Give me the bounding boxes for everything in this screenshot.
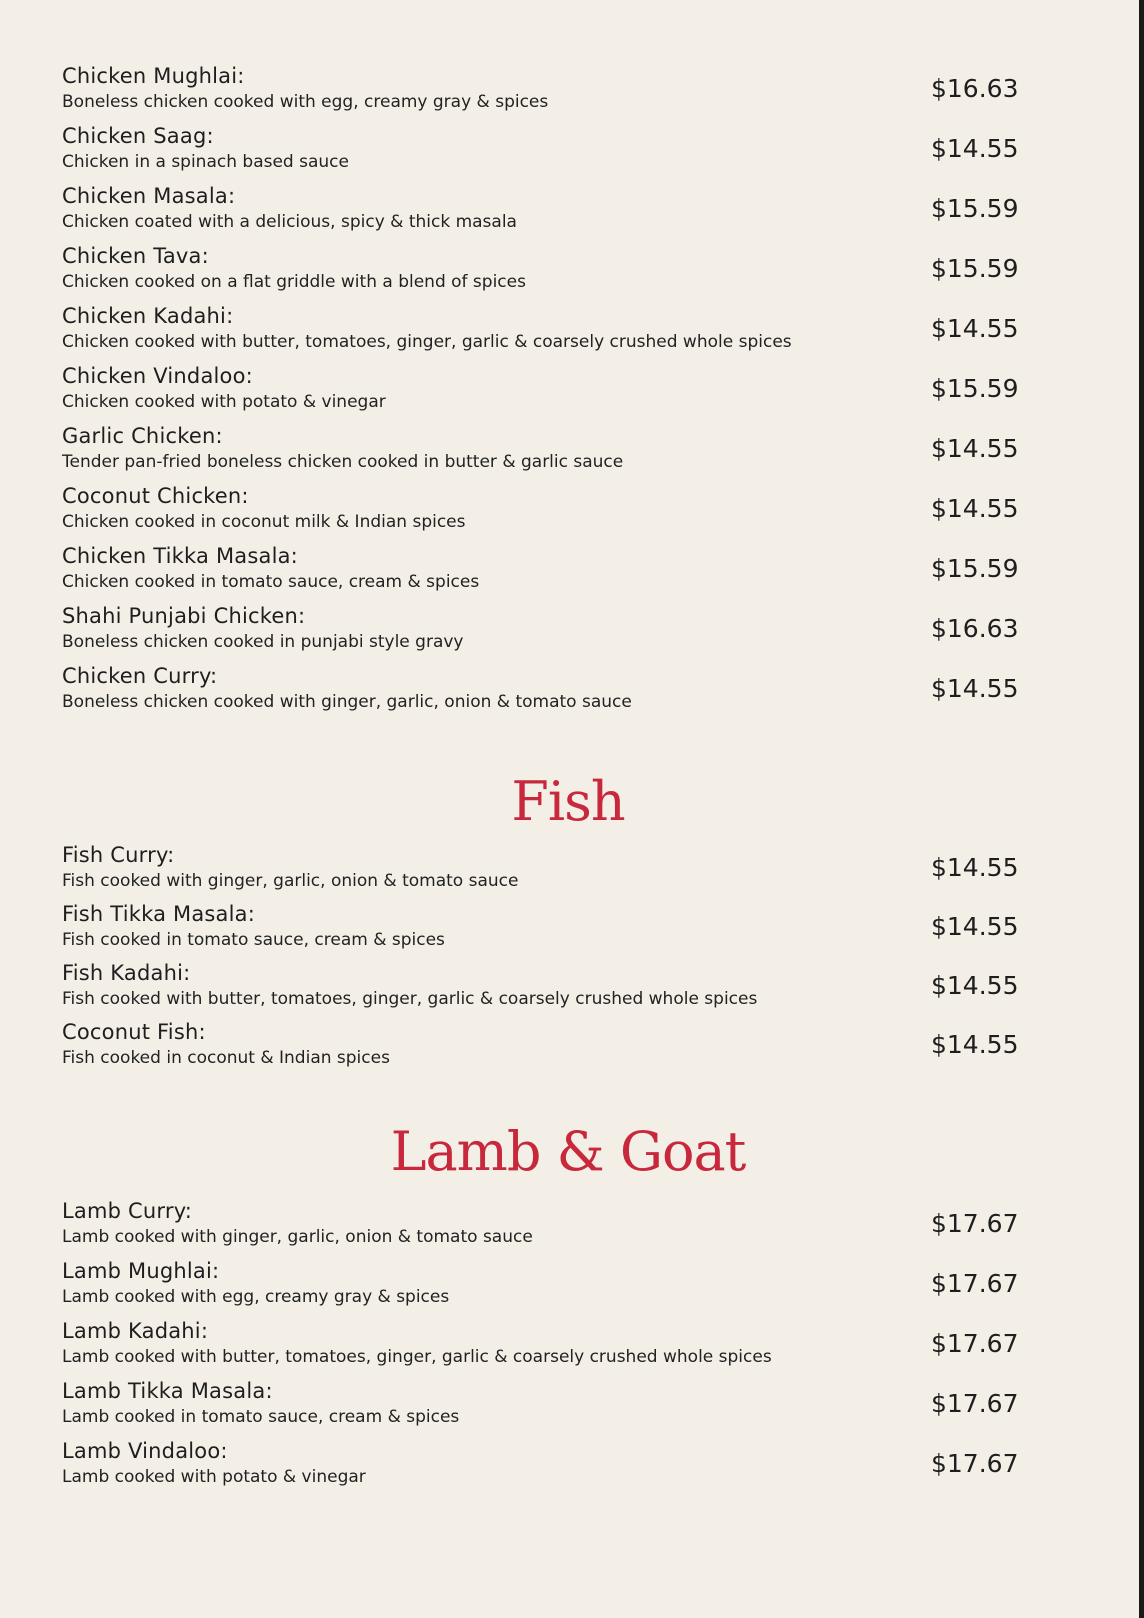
item-name: Chicken Vindaloo: [62, 364, 253, 388]
item-description: Chicken cooked with butter, tomatoes, ginger, garlic & coarsely crushed whole spices [62, 332, 792, 352]
item-price: $17.67 [931, 1269, 1019, 1298]
menu-item [0, 64, 1100, 124]
section-heading-lamb-goat: Lamb & Goat [390, 1120, 746, 1183]
menu-item [0, 244, 1100, 304]
item-price: $14.55 [931, 912, 1019, 941]
window-edge [1139, 0, 1144, 1618]
item-description: Chicken cooked in tomato sauce, cream & spices [62, 572, 480, 592]
item-name: Fish Curry: [62, 843, 175, 867]
item-description: Chicken in a spinach based sauce [62, 152, 349, 172]
item-price: $14.55 [931, 853, 1019, 882]
menu-item [0, 484, 1100, 544]
item-price: $14.55 [931, 674, 1019, 703]
item-description: Tender pan-fried boneless chicken cooked in butter & garlic sauce [62, 452, 624, 472]
item-description: Chicken coated with a delicious, spicy & thick masala [62, 212, 517, 232]
item-name: Coconut Chicken: [62, 484, 249, 508]
item-description: Fish cooked in tomato sauce, cream & spices [62, 930, 445, 950]
item-price: $14.55 [931, 434, 1019, 463]
item-description: Lamb cooked with egg, creamy gray & spices [62, 1287, 450, 1307]
item-name: Chicken Curry: [62, 664, 218, 688]
item-name: Lamb Curry: [62, 1199, 193, 1223]
item-name: Garlic Chicken: [62, 424, 223, 448]
item-description: Boneless chicken cooked in punjabi style gravy [62, 632, 464, 652]
menu-item [0, 304, 1100, 364]
item-price: $16.63 [931, 614, 1019, 643]
item-price: $17.67 [931, 1449, 1019, 1478]
section-chicken [0, 64, 1100, 724]
menu-item [0, 544, 1100, 604]
item-description: Lamb cooked with ginger, garlic, onion & tomato sauce [62, 1227, 533, 1247]
menu-item [0, 902, 1100, 961]
menu-item [0, 364, 1100, 424]
item-name: Lamb Mughlai: [62, 1259, 220, 1283]
item-description: Fish cooked in coconut & Indian spices [62, 1048, 390, 1068]
item-price: $15.59 [931, 554, 1019, 583]
section-fish [0, 843, 1100, 1079]
item-name: Chicken Tava: [62, 244, 209, 268]
item-name: Chicken Saag: [62, 124, 214, 148]
item-description: Chicken cooked on a flat griddle with a blend of spices [62, 272, 526, 292]
item-price: $15.59 [931, 254, 1019, 283]
item-price: $17.67 [931, 1389, 1019, 1418]
item-price: $14.55 [931, 314, 1019, 343]
section-lamb-goat [0, 1199, 1100, 1499]
item-price: $14.55 [931, 1030, 1019, 1059]
item-description: Lamb cooked with butter, tomatoes, ginger, garlic & coarsely crushed whole spices [62, 1347, 772, 1367]
item-price: $14.55 [931, 134, 1019, 163]
item-name: Lamb Kadahi: [62, 1319, 209, 1343]
item-price: $15.59 [931, 194, 1019, 223]
menu-item [0, 961, 1100, 1020]
item-price: $17.67 [931, 1209, 1019, 1238]
item-name: Chicken Kadahi: [62, 304, 234, 328]
item-name: Chicken Masala: [62, 184, 236, 208]
menu-item [0, 1020, 1100, 1079]
item-name: Coconut Fish: [62, 1020, 206, 1044]
item-description: Fish cooked with ginger, garlic, onion & tomato sauce [62, 871, 519, 891]
item-description: Chicken cooked in coconut milk & Indian spices [62, 512, 466, 532]
item-description: Boneless chicken cooked with egg, creamy gray & spices [62, 92, 549, 112]
item-name: Chicken Mughlai: [62, 64, 245, 88]
item-price: $14.55 [931, 971, 1019, 1000]
menu-item [0, 1319, 1100, 1379]
menu-item [0, 1199, 1100, 1259]
menu-item [0, 424, 1100, 484]
menu-item [0, 604, 1100, 664]
menu-item [0, 1439, 1100, 1499]
item-name: Chicken Tikka Masala: [62, 544, 298, 568]
menu-item [0, 843, 1100, 902]
menu-item [0, 124, 1100, 184]
menu-item [0, 184, 1100, 244]
item-name: Lamb Tikka Masala: [62, 1379, 273, 1403]
item-price: $14.55 [931, 494, 1019, 523]
item-price: $17.67 [931, 1329, 1019, 1358]
item-name: Fish Kadahi: [62, 961, 191, 985]
item-description: Boneless chicken cooked with ginger, garlic, onion & tomato sauce [62, 692, 632, 712]
menu-item [0, 1259, 1100, 1319]
item-name: Shahi Punjabi Chicken: [62, 604, 306, 628]
item-description: Lamb cooked in tomato sauce, cream & spices [62, 1407, 460, 1427]
item-description: Chicken cooked with potato & vinegar [62, 392, 386, 412]
item-description: Fish cooked with butter, tomatoes, ginger, garlic & coarsely crushed whole spices [62, 989, 758, 1009]
section-heading-fish: Fish [511, 770, 625, 833]
item-name: Lamb Vindaloo: [62, 1439, 228, 1463]
item-description: Lamb cooked with potato & vinegar [62, 1467, 366, 1487]
item-price: $16.63 [931, 74, 1019, 103]
menu-item [0, 1379, 1100, 1439]
menu-item [0, 664, 1100, 724]
item-name: Fish Tikka Masala: [62, 902, 255, 926]
item-price: $15.59 [931, 374, 1019, 403]
